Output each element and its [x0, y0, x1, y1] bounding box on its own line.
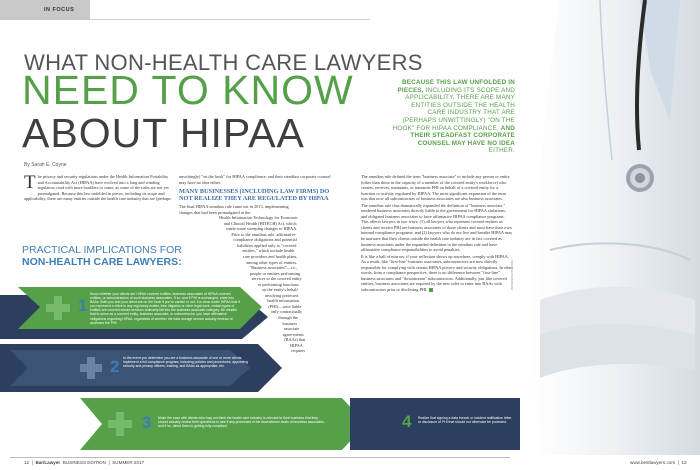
- footer-left: 12 | Bar/Lawyer BUSINESS EDITION | SUMMER 2017: [24, 460, 145, 465]
- col2-subhead: MANY BUSINESSES (INCLUDING LAW FIRMS) DO NOT REALIZE THEY ARE REGULATED BY HIPAA: [179, 188, 330, 203]
- col3-paragraph-2: The omnibus rule thus dramatically expanded the definition of "business associate," rendered business associates directly liable to the government for HIPAA violations, and obligated business associates to have affirmative HIPAA compliance programs. This affects lawyers in two ways: (1) all lawyers who represent covered entities as clients and receive PHI are business associates of those clients and most have their own internal compliance programs; and (2) lawyers who do not live and breathe HIPAA may be unaware that their clients outside the health care industry are in fact covered as business associates under the expanded definition in the omnibus rule and have affirmative compliance responsibilities to avoid penalties.: [361, 202, 513, 253]
- col2-line: changes that had been promulgated in the: [179, 209, 251, 215]
- col2-line: among other types of entities.: [246, 259, 298, 265]
- col2-paragraph-1: unwittingly) "on the hook" for HIPAA compliance, and their steadfast corporate counsel may have no idea either.: [179, 174, 331, 185]
- issue-label: SUMMER 2017: [112, 460, 145, 465]
- col2-line: only contractually: [270, 309, 303, 315]
- col2-line: (BAAs) that: [284, 337, 306, 343]
- item-1-text: Know whether your clients are HIPAA covered entities, business associates of HIPAA covered entities, or subcontractors of such business associates. If so, and if PHI is exchanged, enter into BAAs. Both you and your client are on the hook if you're careful or not. It is clear under HIPAA that if you represent a client in any regulatory matter, then litigation or other legal work, certain types of entities are covered whose services ordinarily fall into the business associate category. Be mindful that to serve as a covered entity, business associate, or subcontractor, you have affirmative obligations regarding HIPAA, regardless of whether the data storage service actually reviews or accesses the PHI.: [90, 292, 240, 325]
- col3-paragraph-3: [361, 254, 513, 293]
- page-number-left: 12: [24, 460, 30, 465]
- col3-paragraph-1: The omnibus rule defined the term "business associate" to include any person or entity (other than those in the capacity of a member of the covered entity's workforce) who creates, receives, maintains, or transmits PHI on behalf of a covered entity for a function or activity regulated by HIPAA. The most significant expansion of the term was that now all subcontractors of business associates are also business associates.: [361, 174, 510, 202]
- page-number-right: 13: [681, 460, 687, 465]
- item-3-text: Make the case with clients who may not think the health care industry is relevant to their business that they should actually review their operations to see if any processes in the downstream chain of business associates, and if so, direct them to getting fully compliant.: [158, 416, 325, 429]
- website-link[interactable]: www.bestlawyers.com: [630, 460, 676, 465]
- col2-line: Health Information Technology for Economic: [219, 215, 298, 221]
- col2-line: The final HIPAA omnibus rule came out in 2013, implementing: [179, 204, 289, 210]
- col2-line: care providers and health plans,: [242, 254, 298, 260]
- practical-item-4: [350, 398, 520, 450]
- practical-item-3: [80, 398, 380, 450]
- doctor-photo: [520, 0, 700, 455]
- pull-quote: [392, 79, 515, 155]
- practical-item-1: [0, 287, 280, 339]
- col2-line: (PHI)—were liable: [268, 303, 302, 309]
- footer-right: www.bestlawyers.com | 13: [630, 460, 687, 465]
- headline-line2: NEED TO KNOW: [22, 67, 354, 113]
- col2-line: requires: [291, 348, 306, 354]
- col2-line: or performing functions: [257, 281, 299, 287]
- col2-line: compliance obligations and potential: [233, 237, 297, 243]
- col2-line: health information: [267, 298, 300, 304]
- edition-label: BUSINESS EDITION: [62, 460, 106, 465]
- item-2-text: In the event you determine you are a business associate of one or more clients, implement a full compliance program, including policies and procedures, appointing security and privacy officers, training, and BAAs as appropriate, etc.: [123, 356, 248, 369]
- item-2-number: 2: [110, 357, 120, 376]
- drop-cap: T: [24, 172, 36, 193]
- col2-line: made some sweeping changes to HIPAA.: [226, 226, 298, 232]
- col1-paragraph: he privacy and security regulations under the Health Information Portability and Accountability Act (HIPAA) have evolved into a long and winding regulatory road with more boulders to come, as some of the rules are not yet promulgated. Because this law unfolded in pieces, including its scope and applicability, there are many entities outside the health care industry that are (perhaps: [24, 174, 171, 202]
- footer-line-left: [10, 457, 510, 458]
- col2-line: Prior to the omnibus rule, affirmative: [231, 231, 296, 237]
- item-4-text: Realize that signing a data breach or incident notification letter or disclosure of PHI that should not otherwise be protected.: [418, 416, 512, 425]
- col3-paragraph-3-text: It is like a hall of mirrors: if your reflection shows up anywhere, comply with HIPAA. As a result, like "first-line" business associates, subcontractors are now directly responsible for complying with certain HIPAA privacy and security obligations. In other words, from a compliance perspective, there is no difference between "first-line" business associates and "downstream" subcontractors. Additionally, just like covered entities, business associates are required by the new rules to enter into BAAs with subcontractors prior to disclosing PHI.: [361, 253, 513, 292]
- top-divider: [90, 19, 370, 20]
- magazine-name: Bar/Lawyer: [35, 460, 61, 465]
- col2-line: agree-ments: [282, 331, 304, 337]
- col2-line: involving protected: [264, 292, 299, 298]
- stethoscope-icon: [615, 0, 675, 215]
- pull-quote-text2: EITHER.: [488, 147, 515, 155]
- end-mark-icon: [429, 288, 433, 292]
- col2-line: through the: [278, 315, 299, 321]
- practical-heading-line2: NON-HEALTH CARE LAWYERS:: [22, 255, 182, 268]
- practical-heading-line1: PRACTICAL IMPLICATIONS FOR: [22, 244, 182, 256]
- pull-quote-bold2: AND THEIR STEADFAST CORPORATE COUNSEL MAY HAVE NO IDEA: [410, 124, 515, 147]
- col2-line: "Business associates"—i.e.,: [249, 265, 298, 271]
- item-4-number: 4: [402, 412, 412, 431]
- pull-quote-text1: INCLUDING ITS SCOPE AND APPLICABILITY, THERE ARE MANY ENTITIES OUTSIDE THE HEALTH CARE INDUSTRY THAT ARE (PERHAPS UNWITTINGLY) "ON THE HOOK" FOR HIPAA COMPLIANCE,: [392, 86, 515, 132]
- body-column-1: [24, 174, 174, 203]
- col2-line: and Clinical Health (HITECH) Act, which: [223, 220, 297, 226]
- band-2-shape: [0, 344, 300, 394]
- pull-quote-bold1: BECAUSE THIS LAW UNFOLDED IN PIECES,: [397, 79, 515, 94]
- practical-heading: [22, 245, 182, 268]
- col2-line: services to the covered entity: [251, 276, 302, 282]
- col2-line: people or entities performing: [250, 270, 300, 276]
- practical-item-2: [0, 344, 300, 394]
- col2-line: entities," which include health: [242, 248, 295, 254]
- col2-line: associate: [283, 326, 300, 332]
- col2-line: HIPAA: [290, 342, 303, 348]
- photo-credit: ISTOCKPHOTO.COM: [510, 260, 514, 290]
- col2-line: liabilities applied only to "covered: [237, 242, 297, 248]
- col2-line: on the entity's behalf: [262, 287, 298, 293]
- section-tab-label: IN FOCUS: [44, 7, 75, 13]
- item-1-number: 1: [78, 296, 88, 315]
- body-column-3: [361, 174, 513, 293]
- headline-line1: WHAT NON-HEALTH CARE LAWYERS: [24, 50, 423, 75]
- section-tab: [0, 0, 90, 20]
- col2-line: business: [282, 320, 298, 326]
- item-3-number: 3: [142, 413, 152, 432]
- headline-line3: ABOUT HIPAA: [22, 110, 305, 156]
- byline: By Sarah E. Coyne: [24, 162, 67, 168]
